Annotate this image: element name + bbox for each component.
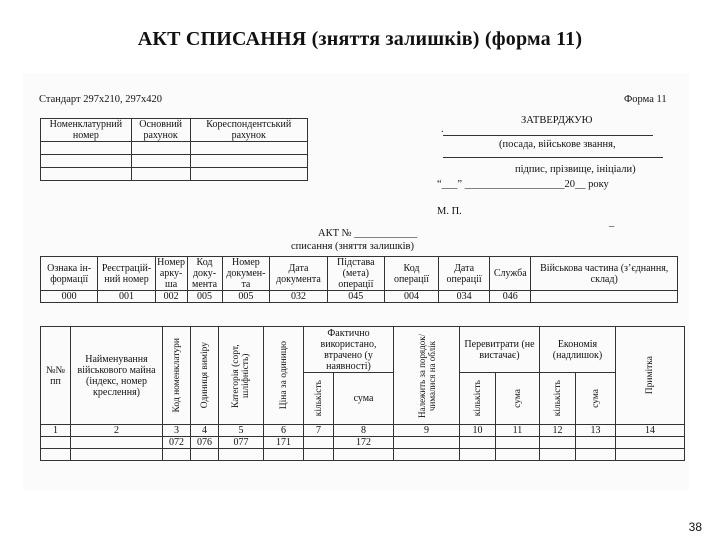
col-category	[219, 327, 264, 425]
col-note	[616, 327, 685, 425]
col-operation-date: Дата операції	[439, 257, 490, 291]
code-cell	[616, 437, 685, 449]
col-actual-used: Фактично використано, втрачено (у наявності)	[304, 327, 394, 373]
code-cell: 045	[327, 291, 384, 303]
table-cell	[131, 155, 190, 168]
code-cell: 077	[219, 437, 264, 449]
approve-label: ЗАТВЕРДЖУЮ	[521, 115, 593, 126]
table-cell	[131, 168, 190, 181]
signature-caption: підпис, прізвище, ініціали)	[515, 164, 636, 175]
stamp-place: М. П.	[437, 206, 462, 217]
col-operation-code: Код операції	[384, 257, 438, 291]
code-cell: 004	[384, 291, 438, 303]
col-due-amount-label: Належить за порядок/чималися на облік	[416, 333, 437, 418]
col-doc-number: Номер докумен-та	[222, 257, 270, 291]
col-over-sum-label: сума	[512, 389, 523, 408]
col-nomenclature-code-label: Код номенклатури	[171, 338, 182, 413]
col-number: 9	[394, 425, 460, 437]
col-overspend: Перевитрати (не вистачає)	[460, 327, 540, 373]
code-cell	[394, 437, 460, 449]
col-number: 12	[540, 425, 576, 437]
code-cell	[41, 437, 71, 449]
code-cell: 034	[439, 291, 490, 303]
position-line	[443, 135, 653, 136]
table-cell	[190, 168, 308, 181]
col-corr-account: Кореспондентський рахунок	[190, 119, 308, 142]
dash-mark: –	[609, 221, 615, 232]
col-number: 6	[264, 425, 304, 437]
table-cell	[460, 449, 496, 461]
table-cell	[163, 449, 191, 461]
table-cell	[394, 449, 460, 461]
col-actual-qty	[304, 373, 334, 425]
page-number: 38	[688, 520, 702, 534]
table-cell	[264, 449, 304, 461]
code-cell: 001	[98, 291, 155, 303]
col-econ-qty	[540, 373, 576, 425]
col-number: 7	[304, 425, 334, 437]
table-cell	[41, 168, 132, 181]
table-cell	[41, 449, 71, 461]
col-actual-sum: сума	[334, 373, 394, 425]
code-cell	[540, 437, 576, 449]
code-cell: 005	[187, 291, 222, 303]
col-info-sign: Ознака ін-формації	[41, 257, 98, 291]
document-header-table	[40, 256, 678, 303]
col-number: 1	[41, 425, 71, 437]
col-item-name: Найменування військового майна (індекс, номер креслення)	[71, 327, 163, 425]
col-economy: Економія (надлишок)	[540, 327, 616, 373]
col-unit	[191, 327, 219, 425]
table-cell	[576, 449, 616, 461]
form-number: Форма 11	[624, 94, 667, 105]
col-number: 14	[616, 425, 685, 437]
code-cell	[460, 437, 496, 449]
col-number: 11	[496, 425, 540, 437]
table-cell	[190, 155, 308, 168]
col-econ-qty-label: кількість	[552, 380, 563, 417]
table-cell	[540, 449, 576, 461]
col-reg-number: Реєстрацій-ний номер	[98, 257, 155, 291]
table-cell	[41, 142, 132, 155]
act-number: АКТ № ____________	[318, 228, 418, 239]
col-unit-price-label: Ціна за одиницю	[278, 341, 289, 410]
col-row-number: №№ пп	[41, 327, 71, 425]
slide-title: АКТ СПИСАННЯ (зняття залишків) (форма 11)	[137, 28, 583, 50]
col-number: 3	[163, 425, 191, 437]
items-table	[40, 326, 685, 461]
code-cell: 171	[264, 437, 304, 449]
standard-label: Стандарт 297х210, 297х420	[39, 94, 162, 105]
code-cell	[496, 437, 540, 449]
col-nomenclature-code	[163, 327, 191, 425]
col-number: 10	[460, 425, 496, 437]
col-nomenclature-number: Номенклатурний номер	[41, 119, 132, 142]
table-cell	[71, 449, 163, 461]
table-cell	[219, 449, 264, 461]
col-over-qty	[460, 373, 496, 425]
col-doc-code: Код доку-мента	[187, 257, 222, 291]
table-cell	[496, 449, 540, 461]
code-cell: 072	[163, 437, 191, 449]
col-number: 2	[71, 425, 163, 437]
col-econ-sum	[576, 373, 616, 425]
col-number: 13	[576, 425, 616, 437]
col-over-sum	[496, 373, 540, 425]
col-sheet-number: Номер арку-ша	[155, 257, 187, 291]
table-cell	[41, 155, 132, 168]
code-cell: 005	[222, 291, 270, 303]
code-cell: 032	[270, 291, 327, 303]
code-cell: 172	[334, 437, 394, 449]
code-cell: 000	[41, 291, 98, 303]
date-line: “___” ___________________20__ року	[437, 179, 609, 190]
col-econ-sum-label: сума	[590, 389, 601, 408]
signature-line	[443, 157, 663, 158]
code-cell	[304, 437, 334, 449]
code-cell	[576, 437, 616, 449]
table-cell	[616, 449, 685, 461]
col-unit-price	[264, 327, 304, 425]
col-actual-qty-label: кількість	[313, 380, 324, 417]
code-cell	[71, 437, 163, 449]
table-cell	[131, 142, 190, 155]
col-over-qty-label: кількість	[472, 380, 483, 417]
approve-dot: .	[441, 124, 444, 135]
code-cell: 076	[191, 437, 219, 449]
code-cell	[531, 291, 678, 303]
act-subtitle: списання (зняття залишків)	[291, 241, 414, 252]
col-service: Служба	[490, 257, 531, 291]
col-unit-label: Одиниця виміру	[199, 342, 210, 409]
col-military-unit: Військова частина (з’єднання, склад)	[531, 257, 678, 291]
position-caption: (посада, військове звання,	[499, 139, 616, 150]
col-number: 4	[191, 425, 219, 437]
col-number: 8	[334, 425, 394, 437]
table-cell	[334, 449, 394, 461]
col-number: 5	[219, 425, 264, 437]
accounts-table	[40, 118, 308, 181]
col-main-account: Основний рахунок	[131, 119, 190, 142]
col-due-amount	[394, 327, 460, 425]
code-cell: 002	[155, 291, 187, 303]
col-category-label: Категорія (сорт, шліфність)	[231, 343, 251, 408]
col-operation-basis: Підстава (мета) операції	[327, 257, 384, 291]
table-cell	[190, 142, 308, 155]
col-doc-date: Дата документа	[270, 257, 327, 291]
table-cell	[304, 449, 334, 461]
form-sheet	[23, 73, 689, 491]
col-note-label: Примітка	[645, 356, 655, 395]
code-cell: 046	[490, 291, 531, 303]
table-cell	[191, 449, 219, 461]
